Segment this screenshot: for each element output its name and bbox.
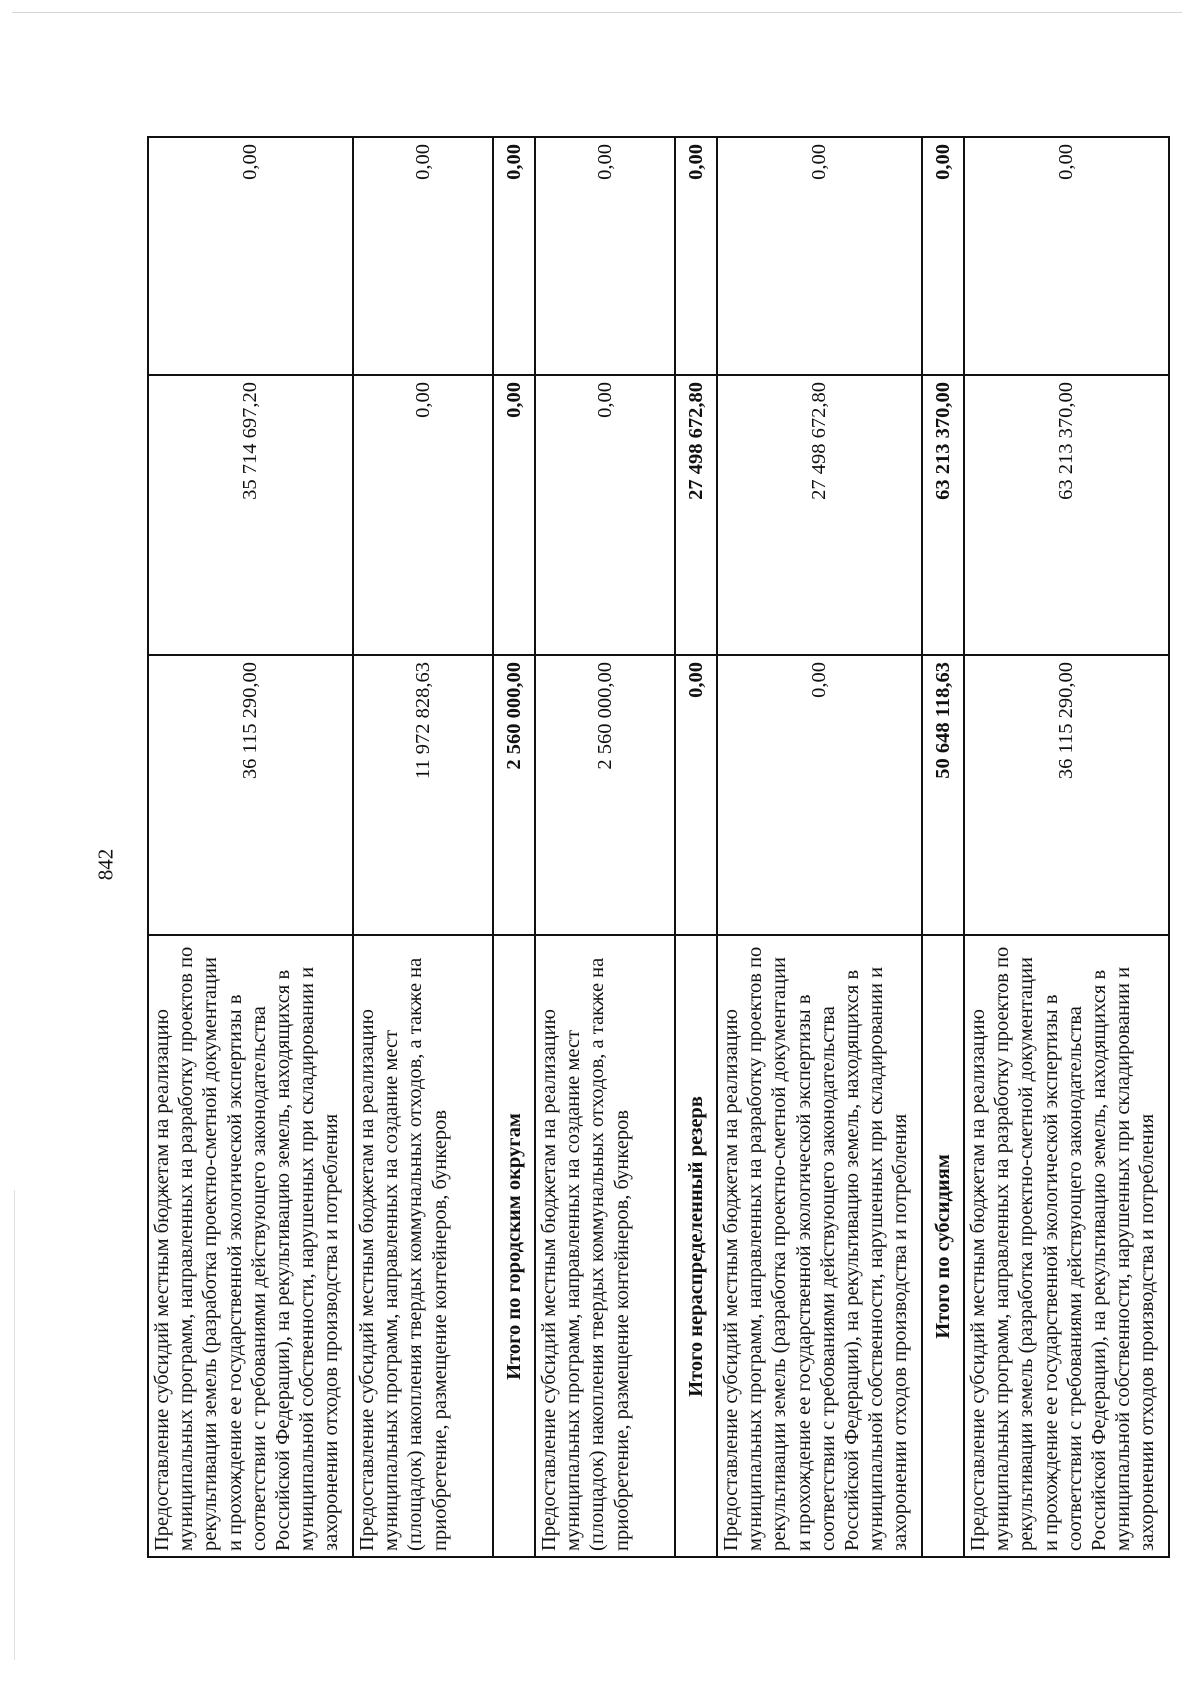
subsidy-table-wrapper	[147, 138, 1170, 1558]
total-row	[675, 137, 717, 1557]
value-cell-1: 2 560 000,00	[535, 655, 675, 935]
value-cell-3: 0,00	[353, 137, 493, 375]
value-cell-3: 0,00	[148, 137, 353, 375]
value-cell-2: 0,00	[353, 375, 493, 655]
value-cell-2: 35 714 697,20	[148, 375, 353, 655]
value-cell-1: 0,00	[717, 655, 922, 935]
value-cell-1: 36 115 290,00	[148, 655, 353, 935]
total-label-cell: Итого нераспределенный резерв	[675, 935, 717, 1557]
scan-top-edge	[12, 12, 1182, 13]
value-cell-1: 36 115 290,00	[964, 655, 1169, 935]
value-cell-1: 0,00	[675, 655, 717, 935]
value-cell-3: 0,00	[535, 137, 675, 375]
description-cell: Предоставление субсидий местным бюджетам на реализацию муниципальных программ, направленных на создание мест (площадок) накопления твердых коммунальных отходов, а также на приобретение, размещение контейнеров, бункеров	[353, 935, 493, 1557]
description-cell: Предоставление субсидий местным бюджетам на реализацию муниципальных программ, направленных на разработку проектов по рекультивации земель (разработка проектно-сметной документации и прохождение ее государственной экологической экспертизы в соответствии с требованиями действующего законодательства Российской Федерации), на рекультивацию земель, находящихся в муниципальной собственности, нарушенных при складировании и захоронении отходов производства и потребления	[717, 935, 922, 1557]
subsidy-table	[147, 136, 1170, 1558]
scan-left-edge	[14, 1190, 15, 1660]
total-row	[922, 137, 964, 1557]
table-row	[353, 137, 493, 1557]
description-cell: Предоставление субсидий местным бюджетам на реализацию муниципальных программ, направленных на создание мест (площадок) накопления твердых коммунальных отходов, а также на приобретение, размещение контейнеров, бункеров	[535, 935, 675, 1557]
value-cell-3: 0,00	[493, 137, 535, 375]
value-cell-1: 50 648 118,63	[922, 655, 964, 935]
table-row	[148, 137, 353, 1557]
table-row	[535, 137, 675, 1557]
value-cell-3: 0,00	[922, 137, 964, 375]
value-cell-2: 63 213 370,00	[922, 375, 964, 655]
table-row	[964, 137, 1169, 1557]
value-cell-3: 0,00	[675, 137, 717, 375]
table-row	[717, 137, 922, 1557]
table-body	[148, 137, 1169, 1557]
value-cell-1: 11 972 828,63	[353, 655, 493, 935]
value-cell-2: 27 498 672,80	[675, 375, 717, 655]
value-cell-3: 0,00	[717, 137, 922, 375]
value-cell-2: 0,00	[493, 375, 535, 655]
page-number: 842	[93, 848, 118, 881]
total-label-cell: Итого по субсидиям	[922, 935, 964, 1557]
value-cell-2: 0,00	[535, 375, 675, 655]
value-cell-2: 27 498 672,80	[717, 375, 922, 655]
total-label-cell: Итого по городским округам	[493, 935, 535, 1557]
description-cell: Предоставление субсидий местным бюджетам на реализацию муниципальных программ, направленных на разработку проектов по рекультивации земель (разработка проектно-сметной документации и прохождение ее государственной экологической экспертизы в соответствии с требованиями действующего законодательства Российской Федерации), на рекультивацию земель, находящихся в муниципальной собственности, нарушенных при складировании и захоронении отходов производства и потребления	[964, 935, 1169, 1557]
value-cell-1: 2 560 000,00	[493, 655, 535, 935]
total-row	[493, 137, 535, 1557]
description-cell: Предоставление субсидий местным бюджетам на реализацию муниципальных программ, направленных на разработку проектов по рекультивации земель (разработка проектно-сметной документации и прохождение ее государственной экологической экспертизы в соответствии с требованиями действующего законодательства Российской Федерации), на рекультивацию земель, находящихся в муниципальной собственности, нарушенных при складировании и захоронении отходов производства и потребления	[148, 935, 353, 1557]
value-cell-3: 0,00	[964, 137, 1169, 375]
value-cell-2: 63 213 370,00	[964, 375, 1169, 655]
